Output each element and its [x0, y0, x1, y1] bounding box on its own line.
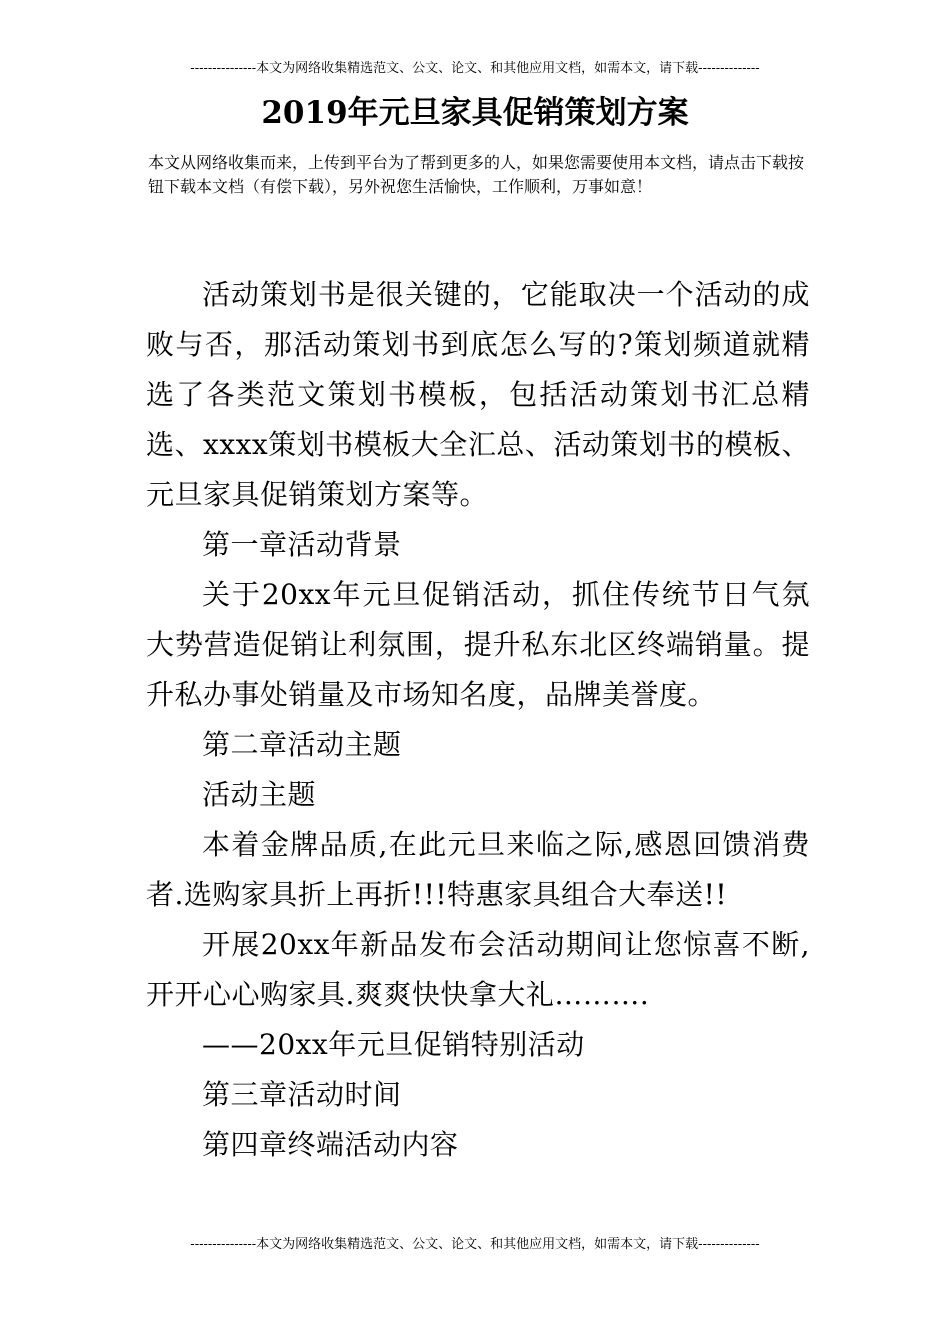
document-title: 2019年元旦家具促销策划方案 — [261, 95, 689, 131]
chapter-heading-4: 第四章终端活动内容 — [202, 1128, 459, 1161]
document-body — [146, 270, 810, 1170]
footer-banner: ---------------本文为网络收集精选范文、公文、论文、和其他应用文档，如需本文，请下载-------------- — [190, 1237, 760, 1252]
header-banner: ---------------本文为网络收集精选范文、公文、论文、和其他应用文档，如需本文，请下载-------------- — [190, 61, 760, 76]
chapter-heading-1: 第一章活动背景 — [202, 528, 402, 561]
paragraph-intro: 活动策划书是很关键的，它能取决一个活动的成败与否，那活动策划书到底怎么写的?策划频道就精选了各类范文策划书模板，包括活动策划书汇总精选、xxxx策划书模板大全汇总、活动策划书的模板、元旦家具促销策划方案等。 — [146, 278, 810, 511]
paragraph-background: 关于20xx年元旦促销活动，抓住传统节日气氛大势营造促销让利氛围，提升私东北区终端销量。提升私办事处销量及市场知名度，品牌美誉度。 — [146, 578, 810, 711]
intro-note: 本文从网络收集而来，上传到平台为了帮到更多的人，如果您需要使用本文档，请点击下载按钮下载本文档（有偿下载），另外祝您生活愉快，工作顺利，万事如意！ — [148, 153, 805, 196]
section-heading-theme: 活动主题 — [202, 778, 317, 811]
chapter-heading-3: 第三章活动时间 — [202, 1078, 402, 1111]
paragraph-launch: 开展20xx年新品发布会活动期间让您惊喜不断,开开心心购家具.爽爽快快拿大礼………. — [146, 928, 810, 1011]
paragraph-slogan: ——20xx年元旦促销特别活动 — [202, 1028, 585, 1061]
chapter-heading-2: 第二章活动主题 — [202, 728, 402, 761]
paragraph-theme: 本着金牌品质,在此元旦来临之际,感恩回馈消费者.选购家具折上再折!!!特惠家具组合大奉送!! — [146, 828, 810, 911]
